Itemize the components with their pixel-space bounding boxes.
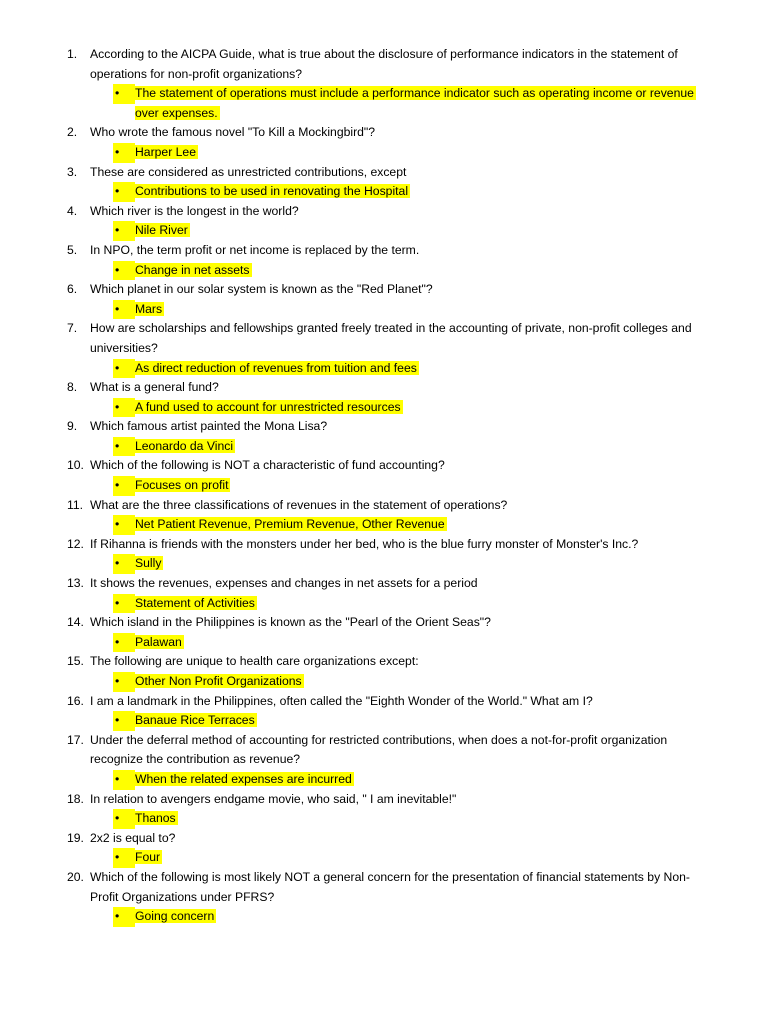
- question-text: In NPO, the term profit or net income is replaced by the term.: [90, 242, 420, 257]
- bullet-icon: •: [113, 437, 135, 457]
- question-text: Which planet in our solar system is known as the "Red Planet"?: [90, 282, 433, 297]
- question-number: 14.: [67, 615, 84, 630]
- answer-highlight: Contributions to be used in renovating the Hospital: [135, 184, 409, 199]
- question-row: [0, 163, 768, 183]
- question-item: [0, 163, 768, 202]
- answer-row: [0, 221, 768, 241]
- answer-row: [0, 633, 768, 653]
- question-item: [0, 417, 768, 456]
- answer-highlight: Banaue Rice Terraces: [135, 713, 255, 728]
- answer-row: [0, 809, 768, 829]
- answer-row: [0, 848, 768, 868]
- question-text: It shows the revenues, expenses and changes in net assets for a period: [90, 576, 478, 591]
- question-item: [0, 202, 768, 241]
- question-number: 3.: [67, 164, 78, 179]
- answer-highlight: Thanos: [135, 811, 176, 826]
- question-item: [0, 731, 768, 790]
- bullet-icon: •: [113, 594, 135, 614]
- question-number: 4.: [67, 203, 78, 218]
- question-text: How are scholarships and fellowships granted freely treated in the accounting of private, non-profit colleges and universities?: [90, 321, 692, 355]
- question-number: 9.: [67, 419, 78, 434]
- bullet-icon: •: [113, 770, 135, 790]
- answer-row: [0, 515, 768, 535]
- question-row: [0, 692, 768, 712]
- answer-row: [0, 398, 768, 418]
- question-text: Under the deferral method of accounting for restricted contributions, when does a not-for-profit organization recognize the contribution as revenue?: [90, 732, 668, 767]
- question-item: [0, 790, 768, 829]
- question-text: These are considered as unrestricted contributions, except: [90, 164, 407, 179]
- question-item: [0, 319, 768, 378]
- question-row: [0, 241, 768, 261]
- question-number: 18.: [67, 791, 84, 806]
- answer-highlight: A fund used to account for unrestricted resources: [135, 399, 401, 414]
- question-text: The following are unique to health care organizations except:: [90, 654, 419, 669]
- question-number: 8.: [67, 380, 78, 395]
- answer-row: [0, 711, 768, 731]
- question-number: 15.: [67, 654, 84, 669]
- question-text: I am a landmark in the Philippines, often called the "Eighth Wonder of the World." What am I?: [90, 693, 593, 708]
- question-item: [0, 613, 768, 652]
- question-number: 7.: [67, 321, 78, 336]
- question-number: 6.: [67, 282, 78, 297]
- question-item: [0, 45, 768, 123]
- answer-row: [0, 182, 768, 202]
- question-text: Which island in the Philippines is known as the "Pearl of the Orient Seas"?: [90, 615, 491, 630]
- bullet-icon: •: [113, 476, 135, 496]
- question-row: [0, 202, 768, 222]
- question-text: If Rihanna is friends with the monsters under her bed, who is the blue furry monster of Monster's Inc.?: [90, 536, 639, 551]
- answer-highlight: When the related expenses are incurred: [135, 771, 352, 786]
- question-text: What is a general fund?: [90, 380, 219, 395]
- question-row: [0, 280, 768, 300]
- answer-highlight: Going concern: [135, 909, 215, 924]
- question-item: [0, 535, 768, 574]
- question-row: [0, 829, 768, 849]
- answer-highlight: Net Patient Revenue, Premium Revenue, Other Revenue: [135, 517, 445, 532]
- question-number: 2.: [67, 125, 78, 140]
- answer-row: [0, 594, 768, 614]
- answer-highlight: As direct reduction of revenues from tuition and fees: [135, 360, 417, 375]
- answer-highlight: Other Non Profit Organizations: [135, 674, 302, 688]
- question-row: [0, 535, 768, 555]
- question-row: [0, 417, 768, 437]
- question-item: [0, 829, 768, 868]
- question-text: 2x2 is equal to?: [90, 830, 176, 845]
- question-number: 16.: [67, 693, 84, 708]
- question-row: [0, 868, 768, 907]
- question-text: Which river is the longest in the world?: [90, 203, 299, 218]
- question-item: [0, 456, 768, 495]
- question-item: [0, 652, 768, 691]
- question-number: 10.: [67, 458, 84, 473]
- question-row: [0, 496, 768, 516]
- answer-row: [0, 143, 768, 163]
- bullet-icon: •: [113, 221, 135, 241]
- question-number: 11.: [67, 497, 84, 512]
- question-item: [0, 496, 768, 535]
- bullet-icon: •: [113, 711, 135, 731]
- answer-highlight: Harper Lee: [135, 144, 196, 159]
- bullet-icon: •: [113, 848, 135, 868]
- answer-row: [0, 84, 768, 123]
- question-row: [0, 319, 768, 358]
- bullet-icon: •: [113, 261, 135, 281]
- question-row: [0, 731, 768, 770]
- question-number: 1.: [67, 47, 78, 61]
- bullet-icon: •: [113, 398, 135, 418]
- answer-row: [0, 437, 768, 457]
- bullet-icon: •: [113, 359, 135, 379]
- answer-highlight: Leonardo da Vinci: [135, 438, 234, 453]
- question-row: [0, 652, 768, 672]
- question-number: 5.: [67, 242, 78, 257]
- question-number: 13.: [67, 576, 84, 591]
- answer-highlight: Focuses on profit: [135, 478, 229, 493]
- question-text: Which famous artist painted the Mona Lisa?: [90, 419, 328, 434]
- answer-highlight: Change in net assets: [135, 262, 250, 277]
- answer-highlight: Four: [135, 850, 161, 865]
- bullet-icon: •: [113, 672, 135, 692]
- answer-row: [0, 554, 768, 574]
- answer-highlight: Palawan: [135, 634, 182, 649]
- question-row: [0, 574, 768, 594]
- question-item: [0, 123, 768, 162]
- question-row: [0, 613, 768, 633]
- question-row: [0, 790, 768, 810]
- bullet-icon: •: [113, 633, 135, 653]
- question-text: What are the three classifications of revenues in the statement of operations?: [90, 497, 508, 512]
- bullet-icon: •: [113, 182, 135, 202]
- question-answer-list: [0, 45, 768, 927]
- answer-highlight: Nile River: [135, 223, 188, 238]
- question-row: [0, 123, 768, 143]
- answer-row: [0, 907, 768, 927]
- answer-highlight: Statement of Activities: [135, 595, 255, 610]
- question-number: 12.: [67, 536, 84, 551]
- bullet-icon: •: [113, 809, 135, 829]
- answer-row: [0, 261, 768, 281]
- answer-row: [0, 770, 768, 790]
- answer-row: [0, 359, 768, 379]
- bullet-icon: •: [113, 554, 135, 574]
- answer-row: [0, 476, 768, 496]
- question-row: [0, 456, 768, 476]
- bullet-icon: •: [113, 515, 135, 535]
- question-text: Who wrote the famous novel "To Kill a Mockingbird"?: [90, 125, 376, 140]
- question-number: 20.: [67, 869, 84, 884]
- question-item: [0, 692, 768, 731]
- question-item: [0, 280, 768, 319]
- question-item: [0, 241, 768, 280]
- answer-row: [0, 672, 768, 692]
- question-number: 17.: [67, 732, 84, 747]
- question-row: [0, 378, 768, 398]
- bullet-icon: •: [113, 143, 135, 163]
- bullet-icon: •: [113, 300, 135, 320]
- question-row: [0, 45, 768, 84]
- question-text: Which of the following is NOT a characteristic of fund accounting?: [90, 458, 445, 473]
- question-text: In relation to avengers endgame movie, who said, " I am inevitable!": [90, 791, 457, 806]
- bullet-icon: •: [113, 84, 135, 104]
- answer-highlight: Sully: [135, 556, 162, 571]
- question-text: Which of the following is most likely NOT a general concern for the presentation of financial statements by Non-Profit Organizations under PFRS?: [90, 869, 690, 904]
- question-item: [0, 378, 768, 417]
- answer-highlight: Mars: [135, 301, 163, 316]
- question-text: According to the AICPA Guide, what is true about the disclosure of performance indicators in the statement of operations for non-profit organizations?: [90, 47, 678, 81]
- question-item: [0, 868, 768, 927]
- question-item: [0, 574, 768, 613]
- question-number: 19.: [67, 830, 84, 845]
- bullet-icon: •: [113, 907, 135, 927]
- answer-highlight: The statement of operations must include a performance indicator such as operating income or revenue over expenses.: [135, 86, 694, 120]
- answer-row: [0, 300, 768, 320]
